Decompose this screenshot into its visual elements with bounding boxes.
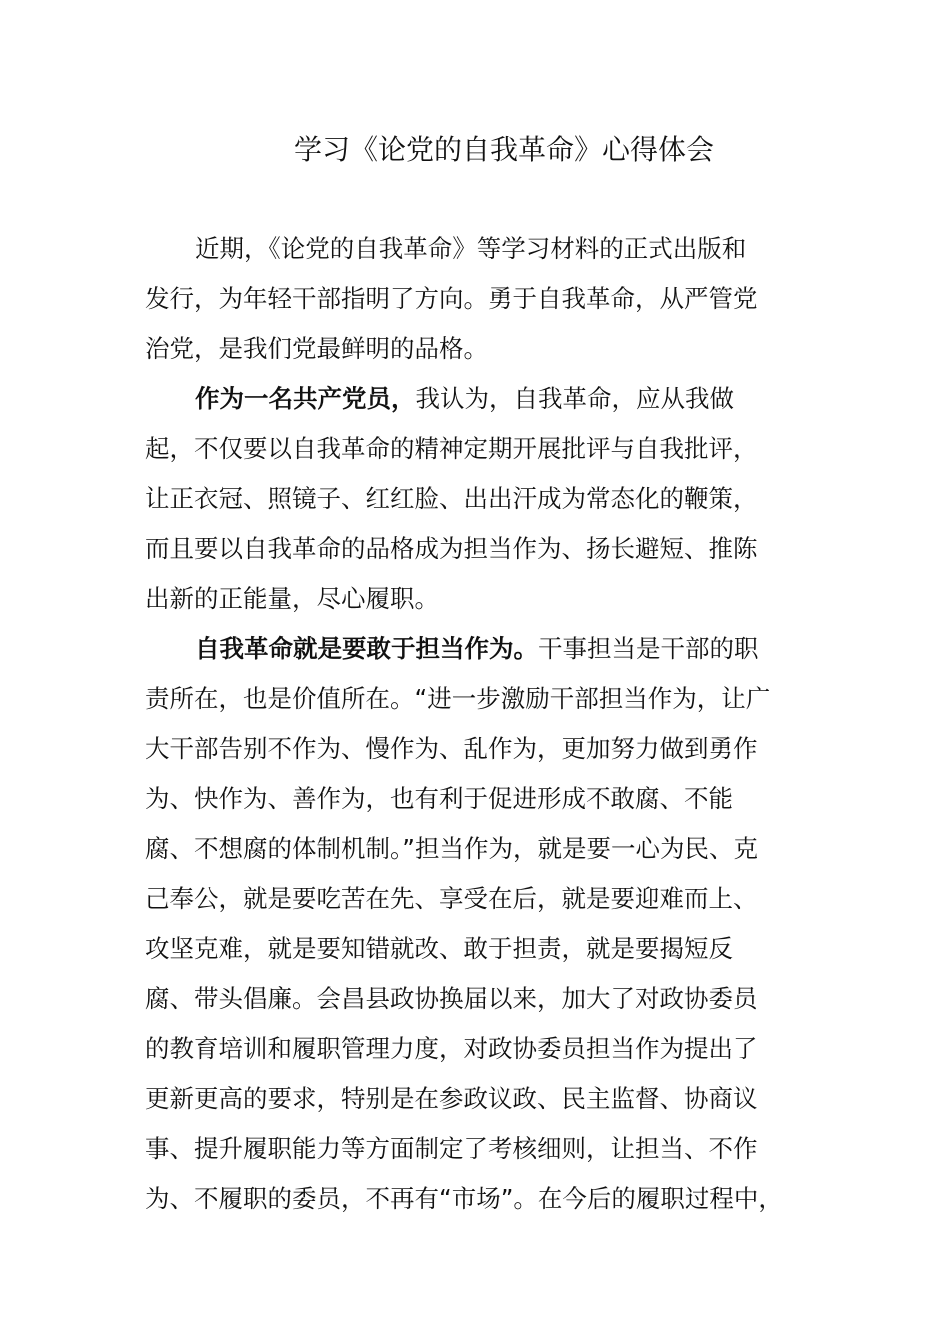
line-text: 起，不仅要以自我革命的精神定期开展批评与自我批评， (145, 434, 758, 463)
paragraph-line (145, 724, 805, 774)
paragraph-line (145, 624, 805, 674)
document-body (145, 224, 805, 1224)
document-title: 学习《论党的自我革命》心得体会 (293, 133, 714, 166)
paragraph-line (145, 924, 805, 974)
line-text: 出新的正能量，尽心履职。 (145, 584, 439, 613)
line-text: 腐、带头倡廉。会昌县政协换届以来，加大了对政协委员 (145, 984, 758, 1013)
paragraph-line (145, 974, 805, 1024)
line-text: 攻坚克难，就是要知错就改、敢于担责，就是要揭短反 (145, 934, 733, 963)
paragraph-line (145, 674, 805, 724)
paragraph-line (145, 1174, 805, 1224)
paragraph-line (145, 774, 805, 824)
paragraph-1 (145, 224, 805, 374)
paragraph-line (145, 574, 805, 624)
line-text: 而且要以自我革命的品格成为担当作为、扬长避短、推陈 (145, 534, 758, 563)
paragraph-line (145, 474, 805, 524)
bold-lead-text: 自我革命就是要敢于担当作为。 (195, 634, 538, 663)
paragraph-line (145, 274, 805, 324)
line-text: 近期，《论党的自我革命》等学习材料的正式出版和 (195, 234, 747, 263)
paragraph-line (145, 1124, 805, 1174)
line-text: 让正衣冠、照镜子、红红脸、出出汗成为常态化的鞭策， (145, 484, 758, 513)
paragraph-2 (145, 374, 805, 624)
line-text: 发行，为年轻干部指明了方向。勇于自我革命，从严管党 (145, 284, 758, 313)
line-text: 的教育培训和履职管理力度，对政协委员担当作为提出了 (145, 1034, 758, 1063)
line-text: 干事担当是干部的职 (538, 634, 759, 663)
line-text: 治党，是我们党最鲜明的品格。 (145, 334, 488, 363)
paragraph-line (145, 524, 805, 574)
line-text: 己奉公，就是要吃苦在先、享受在后，就是要迎难而上、 (145, 884, 758, 913)
line-text: 事、提升履职能力等方面制定了考核细则，让担当、不作 (145, 1134, 758, 1163)
paragraph-line (145, 424, 805, 474)
bold-lead-text: 作为一名共产党员， (195, 384, 416, 413)
line-text: 更新更高的要求，特别是在参政议政、民主监督、协商议 (145, 1084, 758, 1113)
line-text: 我认为，自我革命，应从我做 (415, 384, 734, 413)
line-text: 大干部告别不作为、慢作为、乱作为，更加努力做到勇作 (145, 734, 758, 763)
line-text: 责所在，也是价值所在。“进一步激励干部担当作为，让广 (145, 684, 771, 713)
paragraph-line (145, 1024, 805, 1074)
line-text: 为、不履职的委员，不再有“市场”。在今后的履职过程中， (145, 1184, 783, 1213)
paragraph-line (145, 324, 805, 374)
paragraph-line (145, 374, 805, 424)
paragraph-line (145, 824, 805, 874)
line-text: 为、快作为、善作为，也有利于促进形成不敢腐、不能 (145, 784, 733, 813)
line-text: 腐、不想腐的体制机制。”担当作为，就是要一心为民、克 (145, 834, 758, 863)
paragraph-line (145, 224, 805, 274)
paragraph-3 (145, 624, 805, 1224)
paragraph-line (145, 874, 805, 924)
paragraph-line (145, 1074, 805, 1124)
